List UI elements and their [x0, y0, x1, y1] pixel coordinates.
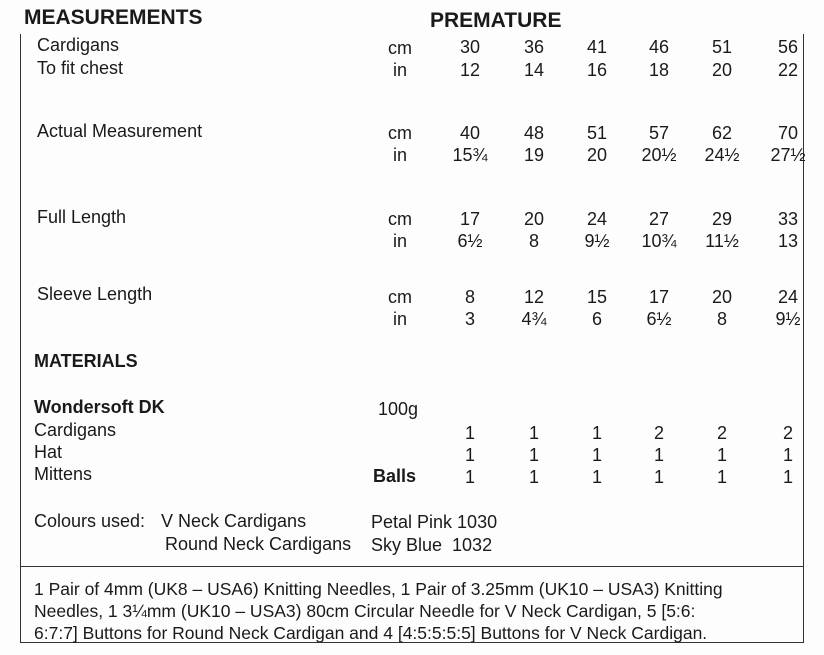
in-value: 18: [648, 60, 670, 80]
yarn-weight: 100g: [378, 399, 419, 419]
material-label: Hat: [34, 442, 63, 462]
in-value: 11½: [705, 231, 739, 251]
unit-in: in: [392, 309, 407, 329]
balls-value: 1: [782, 445, 793, 465]
in-value: 24½: [704, 145, 740, 165]
colour-value: Petal Pink 1030: [371, 512, 498, 532]
unit-cm: cm: [388, 209, 412, 229]
needles-line: 6:7:7] Buttons for Round Neck Cardigan and 4 [4:5:5:5:5] Buttons for V Neck Cardigan.: [34, 623, 708, 643]
needles-divider: [20, 566, 804, 567]
in-value: 3: [464, 309, 475, 329]
cm-value: 17: [648, 287, 670, 307]
material-label: Cardigans: [34, 420, 117, 440]
unit-cm: cm: [388, 287, 412, 307]
colour-value: Sky Blue 1032: [371, 535, 493, 555]
cm-value: 48: [523, 123, 545, 143]
balls-value: 2: [782, 423, 793, 443]
in-value: 16: [586, 60, 608, 80]
row-label: Sleeve Length: [37, 284, 153, 304]
row-label: Cardigans: [37, 35, 120, 55]
balls-value: 1: [591, 467, 602, 487]
in-value: 15¾: [452, 145, 488, 165]
balls-value: 2: [716, 423, 727, 443]
in-value: 13: [777, 231, 799, 251]
size-title: PREMATURE: [430, 9, 562, 32]
cm-value: 36: [523, 37, 545, 57]
cm-value: 57: [648, 123, 670, 143]
cm-value: 41: [586, 37, 608, 57]
row-label: Full Length: [37, 207, 127, 227]
unit-in: in: [392, 145, 407, 165]
cm-value: 56: [777, 37, 799, 57]
balls-label: Balls: [373, 466, 417, 486]
balls-value: 1: [464, 467, 475, 487]
in-value: 12: [459, 60, 481, 80]
balls-value: 1: [653, 445, 664, 465]
balls-value: 1: [591, 423, 602, 443]
row-label: To fit chest: [37, 58, 124, 78]
cm-value: 46: [648, 37, 670, 57]
colour-item: V Neck Cardigans: [161, 511, 307, 531]
in-value: 20: [711, 60, 733, 80]
cm-value: 51: [586, 123, 608, 143]
in-value: 27½: [770, 145, 806, 165]
in-value: 9½: [775, 309, 801, 329]
balls-value: 1: [716, 445, 727, 465]
balls-value: 1: [464, 423, 475, 443]
in-value: 6½: [646, 309, 672, 329]
in-value: 22: [777, 60, 799, 80]
cm-value: 24: [586, 209, 608, 229]
material-label: Mittens: [34, 464, 93, 484]
measurements-title: MEASUREMENTS: [24, 6, 203, 29]
balls-value: 1: [591, 445, 602, 465]
in-value: 14: [523, 60, 545, 80]
unit-in: in: [392, 60, 407, 80]
row-label: Actual Measurement: [37, 121, 203, 141]
materials-title: MATERIALS: [34, 351, 138, 371]
cm-value: 29: [711, 209, 733, 229]
unit-cm: cm: [388, 123, 412, 143]
cm-value: 33: [777, 209, 799, 229]
cm-value: 40: [459, 123, 481, 143]
cm-value: 24: [777, 287, 799, 307]
balls-value: 1: [782, 467, 793, 487]
in-value: 8: [716, 309, 727, 329]
balls-value: 1: [528, 467, 539, 487]
needles-line: Needles, 1 3¼mm (UK10 – USA3) 80cm Circular Needle for V Neck Cardigan, 5 [5:6:: [34, 601, 696, 621]
cm-value: 12: [523, 287, 545, 307]
colours-label: Colours used:: [34, 511, 146, 531]
colour-item: Round Neck Cardigans: [165, 534, 352, 554]
in-value: 6: [591, 309, 602, 329]
in-value: 8: [528, 231, 539, 251]
cm-value: 70: [777, 123, 799, 143]
in-value: 6½: [457, 231, 483, 251]
balls-value: 1: [528, 445, 539, 465]
cm-value: 20: [711, 287, 733, 307]
cm-value: 15: [586, 287, 608, 307]
in-value: 9½: [584, 231, 610, 251]
needles-line: 1 Pair of 4mm (UK8 – USA6) Knitting Needles, 1 Pair of 3.25mm (UK10 – USA3) Knitting: [34, 579, 723, 599]
balls-value: 2: [653, 423, 664, 443]
in-value: 19: [523, 145, 545, 165]
in-value: 4¾: [521, 309, 547, 329]
balls-value: 1: [528, 423, 539, 443]
in-value: 10¾: [641, 231, 677, 251]
cm-value: 30: [459, 37, 481, 57]
cm-value: 51: [711, 37, 733, 57]
balls-value: 1: [653, 467, 664, 487]
cm-value: 20: [523, 209, 545, 229]
in-value: 20½: [641, 145, 677, 165]
in-value: 20: [586, 145, 608, 165]
unit-cm: cm: [388, 38, 412, 58]
cm-value: 8: [464, 287, 475, 307]
yarn-name: Wondersoft DK: [34, 397, 165, 417]
balls-value: 1: [464, 445, 475, 465]
unit-in: in: [392, 231, 407, 251]
cm-value: 27: [648, 209, 670, 229]
balls-value: 1: [716, 467, 727, 487]
cm-value: 17: [459, 209, 481, 229]
cm-value: 62: [711, 123, 733, 143]
